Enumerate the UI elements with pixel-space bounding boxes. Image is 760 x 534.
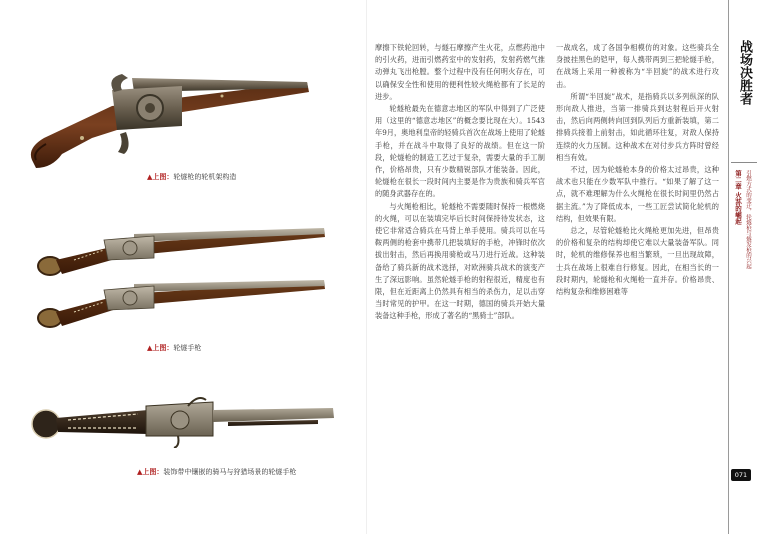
wheellock-mechanism-pistol-image — [22, 68, 312, 178]
paragraph: 轮燧枪最先在德意志地区的军队中得到了广泛使用（这里的“德意志地区”的概念要比现在大）。1543年9月，奥地利皇帝的轻骑兵首次在战场上使用了轮燧手枪，并在战斗中取得了良好的战绩。但在这一阶段，轮燧枪的制造工艺过于复杂，需要大量的手工制作，价格昂贵，只有少数精锐部队才能装备。因此，轮燧枪在很长一段时间内主要是作为贵族和骑兵军官的随身武器存在的。 — [375, 104, 545, 199]
text-column-1 — [375, 42, 545, 522]
sidebar-divider — [728, 0, 729, 534]
caption-marker: ▲上图： — [137, 468, 164, 476]
page-number: 071 — [731, 469, 751, 481]
caption-text: 装饰带中镶嵌的骑马与狩猎场景的轮燧手枪 — [163, 468, 297, 476]
figure-wheellock-mechanism — [22, 68, 312, 178]
paragraph: 不过，因为轮燧枪本身的价格太过昂贵，这种战术也只能在少数军队中推行。“如果了解了这一点，就不难理解为什么火绳枪在很长时间里仍然占据主流。”为了降低成本，一些工匠尝试简化轮机的结构，但效果有限。 — [556, 165, 719, 223]
chapter-title: 第二章 火荪的崛起 — [734, 170, 742, 225]
chapter-subtitle: 引燃方式的变迁，轮燧枪与燧发枪的兴起 — [745, 170, 751, 269]
paragraph: 一战成名，成了各国争相模仿的对象。这些骑兵全身披挂黑色的铠甲，每人携带两到三把轮燧手枪，在战场上采用一种被称为“半回旋”的战术进行攻击。 — [556, 43, 719, 89]
figure-caption-2 — [147, 344, 201, 353]
paragraph: 总之，尽管轮燧枪比火绳枪更加先进，但昂贵的价格和复杂的结构却使它难以大量装备军队。同时，轮机的维修保养也相当繁琐，一旦出现故障，士兵在战场上很难自行修复。因此，在相当长的一段时期内，轮燧枪和火绳枪一直并存。价格昂贵、结构复杂和维修困难等 — [556, 226, 719, 297]
caption-marker: ▲上图： — [147, 344, 174, 352]
figure-caption-3 — [137, 468, 296, 477]
text-column-2 — [556, 42, 719, 522]
wheellock-pistols-image — [34, 220, 334, 340]
paragraph: 摩擦下铁轮回转，与燧石摩擦产生火花，点燃药池中的引火药，进而引燃药室中的发射药，发射药燃气推动弹丸飞出枪膛。整个过程中没有任何明火存在，可以确保安全性和使用的便利性较火绳枪都有了长足的进步。 — [375, 43, 545, 101]
figure-wheellock-pistols-pair — [34, 220, 334, 340]
figure-caption-1 — [147, 173, 236, 182]
figure-wheellock-pistol-ornate — [28, 388, 338, 448]
book-title: 战场决胜者 — [737, 40, 752, 105]
caption-marker: ▲上图： — [147, 173, 174, 181]
paragraph: 所谓“半回旋”战术，是指骑兵以多列纵深的队形向敌人推进，当第一排骑兵到达射程后开火射击，然后向两侧转向回到队列后方重新装填，第二排骑兵接着上前射击，如此循环往复，对敌人保持连续的火力压制。这种战术在对付步兵方阵时曾经相当有效。 — [556, 91, 719, 162]
sidebar-rule — [731, 162, 757, 163]
ornate-wheellock-pistol-image — [28, 388, 338, 448]
page-gutter — [366, 0, 367, 534]
caption-text: 轮燧枪的轮机架构造 — [173, 173, 237, 181]
paragraph: 与火绳枪相比，轮燧枪不需要随时保持一根燃烧的火绳，可以在装填完毕后长时间保持待发状态，这使它非常适合骑兵在马背上单手使用。骑兵可以在马鞍两侧的枪套中携带几把装填好的手枪，冲锋时依次拔出射击，然后再换用骑枪或马刀进行近战。这种装备给了骑兵新的战术选择，对欧洲骑兵战术的演变产生了深远影响。虽然轮燧手枪的射程很近，精度也有限，但在近距离上仍然具有相当的杀伤力，足以击穿当时常见的护甲。在这一时期，德国的骑兵开始大量装备这种手枪，形成了著名的“黑骑士”部队。 — [375, 201, 545, 321]
caption-text: 轮燧手枪 — [173, 344, 202, 352]
